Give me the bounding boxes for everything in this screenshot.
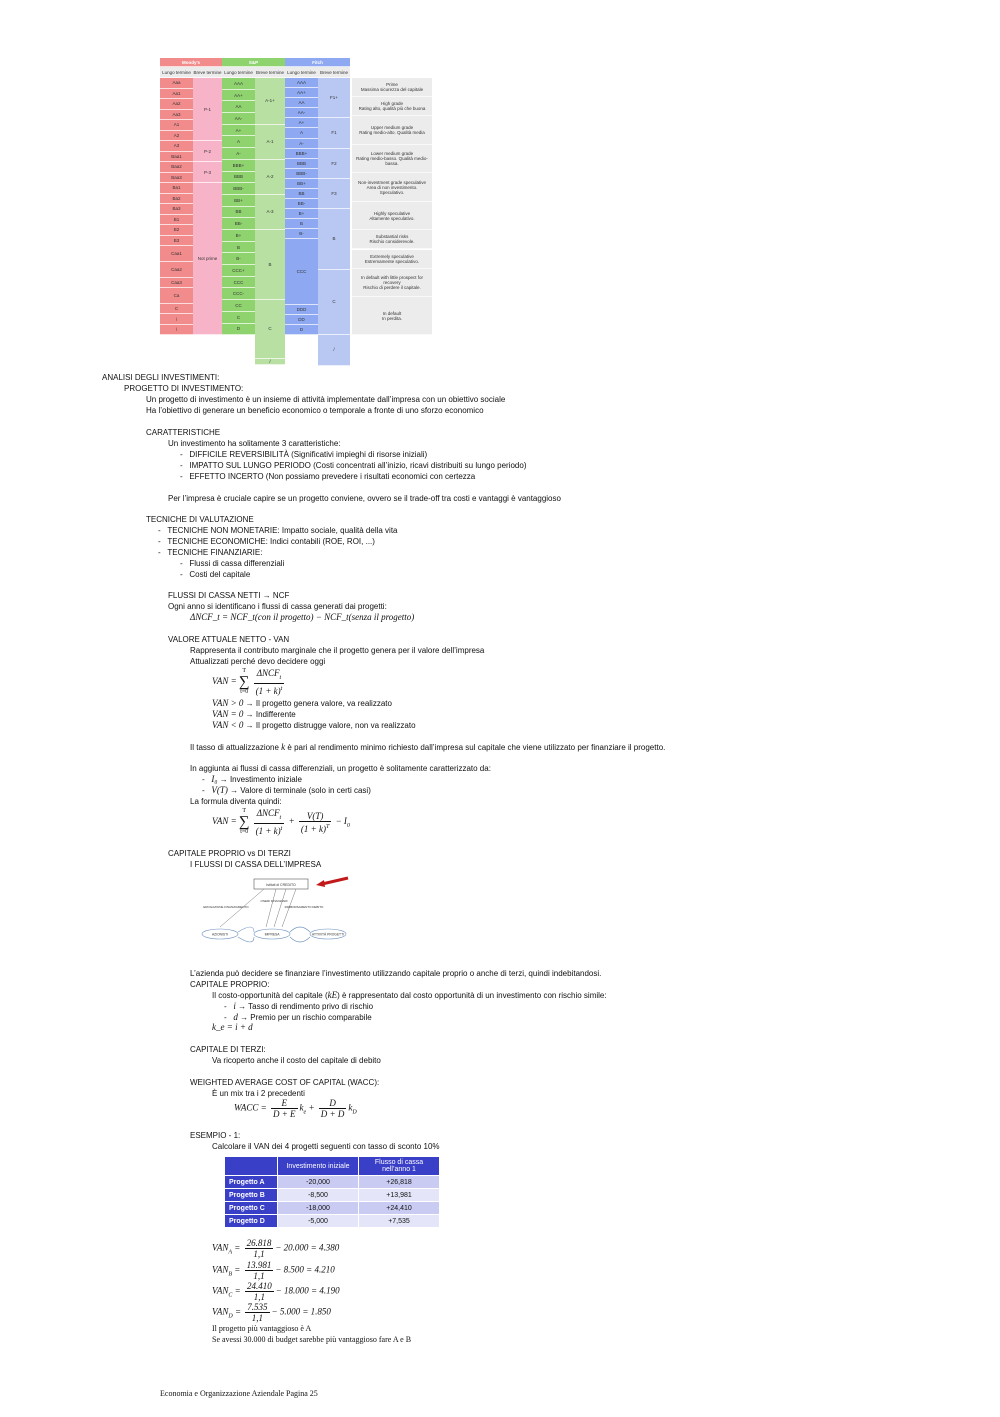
moodys-long-term: Baa3 [160, 173, 193, 184]
moodys-long-term: Ba3 [160, 204, 193, 215]
subheader: Breve termine [193, 67, 222, 78]
heading-van: VALORE ATTUALE NETTO - VAN [168, 635, 290, 644]
heading-wacc: WEIGHTED AVERAGE COST OF CAPITAL (WACC): [190, 1078, 380, 1087]
sp-long-term: C [222, 312, 255, 324]
fitch-long-term: BB+ [285, 179, 318, 189]
capitale-terzi-paragraph: Va ricoperto anche il costo del capitale di debito [212, 1056, 381, 1065]
fitch-long-term: B+ [285, 209, 318, 219]
fitch-long-term: BBB- [285, 169, 318, 179]
subheader: Lungo termine [285, 67, 318, 78]
van-full-formula: VAN = T ∑ t=0 $\frac{\Delta NCF_t}{(1 + k)^t}$ + $\frac{V(T)}{(1 + k)^T}$ − $I_0$ [212, 808, 350, 836]
fitch-long-term: B [285, 219, 318, 229]
table-row: Progetto A -20,000 +26,818 [225, 1176, 440, 1189]
rating-description: Upper medium grade Rating medio-alto. Qualità media [352, 116, 432, 145]
rating-description: Highly speculative Altamente speculativo. [352, 202, 432, 231]
list-item: - Flussi di cassa differenziali [180, 559, 285, 568]
sp-long-term: A- [222, 148, 255, 160]
fitch-short-term: F3 [318, 179, 350, 209]
sp-long-term: A [222, 136, 255, 148]
van-aggiunta: In aggiunta ai flussi di cassa differenziali, un progetto è solitamente caratterizzato da: [190, 764, 491, 773]
table-header: Flusso di cassa nell’anno 1 [359, 1157, 440, 1176]
moodys-short-term: P-2 [193, 141, 222, 162]
rating-description: High grade Rating alto, qualità più che buona [352, 97, 432, 116]
fitch-long-term: D [285, 325, 318, 335]
moodys-long-term: Baa2 [160, 162, 193, 173]
fitch-long-term: BBB [285, 159, 318, 169]
list-item: - IMPATTO SUL LUNGO PERIODO (Costi concentrati all’inizio, ricavi distribuiti su lungo periodo) [180, 461, 527, 470]
sp-long-term: BB [222, 207, 255, 219]
moodys-long-term: B2 [160, 225, 193, 236]
fitch-short-term: F2 [318, 149, 350, 179]
van-tasso: Il tasso di attualizzazione k è pari al rendimento minimo richiesto dall’impresa sul capitale che viene utilizzato per finanziare il progetto. [190, 742, 666, 752]
fitch-short-term: / [318, 335, 350, 365]
agency-header: Fitch [285, 58, 350, 67]
fitch-short-term: F1 [318, 118, 350, 148]
moodys-long-term: B1 [160, 215, 193, 226]
fitch-long-term: AA [285, 98, 318, 108]
van-result: $VAN_A$ = $\frac{26.818}{1,1}$ − 20.000 = 4.380 [212, 1238, 340, 1259]
sp-long-term: AA+ [222, 90, 255, 102]
van-formula-intro: La formula diventa quindi: [190, 797, 282, 806]
moodys-long-term: Caa3 [160, 278, 193, 289]
sp-long-term: BBB [222, 172, 255, 184]
diagram-label-rimborso: RIMBORSAMENTO DEBITO [284, 905, 324, 909]
van-case: VAN = 0 → Indifferente [212, 709, 296, 719]
list-item: - EFFETTO INCERTO (Non possiamo prevedere i risultati economici con certezza [180, 472, 476, 481]
sp-long-term: BB+ [222, 195, 255, 207]
caratteristiche-intro: Un investimento ha solitamente 3 caratteristiche: [168, 439, 341, 448]
van-paragraph-1: Rappresenta il contributo marginale che il progetto genera per il valore dell’impresa [190, 646, 485, 655]
subheader: Breve termine [255, 67, 285, 78]
sp-long-term: CCC [222, 277, 255, 289]
sp-long-term: AA- [222, 113, 255, 125]
fitch-long-term: BB [285, 189, 318, 199]
list-item: - TECNICHE ECONOMICHE: Indici contabili (ROE, ROI, ...) [158, 537, 375, 546]
heading-flussi-impresa: I FLUSSI DI CASSA DELL’IMPRESA [190, 860, 322, 869]
rating-description: Prime Massima sicurezza del capitale [352, 78, 432, 97]
subheader: Lungo termine [222, 67, 255, 78]
svg-text:IMPRESA: IMPRESA [264, 932, 280, 937]
moodys-short-term: P-1 [193, 78, 222, 141]
moodys-long-term: A2 [160, 131, 193, 142]
sp-long-term: CCC- [222, 288, 255, 300]
moodys-long-term: B3 [160, 236, 193, 247]
moodys-long-term: Aaa [160, 78, 193, 89]
heading-analisi: ANALISI DEGLI INVESTIMENTI: [102, 373, 220, 382]
page-footer: Economia e Organizzazione Aziendale Pagina 25 [160, 1389, 318, 1398]
fitch-long-term: DDD [285, 305, 318, 315]
table-row: Progetto C -18,000 +24,410 [225, 1202, 440, 1215]
moodys-long-term: A1 [160, 120, 193, 131]
heading-progetto: PROGETTO DI INVESTIMENTO: [124, 384, 244, 393]
example-table [224, 1156, 440, 1228]
fitch-long-term: A+ [285, 118, 318, 128]
moodys-long-term: Aa2 [160, 99, 193, 110]
cash-flow-diagram [196, 872, 360, 952]
sp-short-term: A-2 [255, 160, 285, 195]
esempio-paragraph: Calcolare il VAN dei 4 progetti seguenti con tasso di sconto 10% [212, 1142, 440, 1151]
diagram-label-oneri: ONERI FINANZIARI [260, 899, 288, 903]
sp-short-term: A-3 [255, 195, 285, 230]
svg-text:ATTIVITÀ PROGETTI: ATTIVITÀ PROGETTI [312, 932, 344, 937]
table-header: Investimento iniziale [278, 1157, 359, 1176]
heading-tecniche: TECNICHE DI VALUTAZIONE [146, 515, 254, 524]
fitch-short-term: B [318, 209, 350, 270]
rating-description: Extremely speculative Estremamente speculativo. [352, 250, 432, 269]
moodys-short-term: Not prime [193, 183, 222, 335]
heading-capitale-proprio: CAPITALE PROPRIO: [190, 980, 270, 989]
capitale-proprio-paragraph: Il costo-opportunità del capitale (kE) è rappresentato dal costo opportunità di un investimento con rischio simile: [212, 990, 607, 1000]
rating-description: In default In perdita. [352, 297, 432, 335]
rating-description: Substantial risks Rischio considerevole. [352, 230, 432, 249]
agency-header: S&P [222, 58, 285, 67]
sp-short-term: A-1 [255, 125, 285, 160]
fitch-long-term: BB- [285, 199, 318, 209]
heading-capitale: CAPITALE PROPRIO vs DI TERZI [168, 849, 291, 858]
ke-formula: k_e = i + d [212, 1022, 253, 1032]
fitch-long-term: DD [285, 315, 318, 325]
subheader: Breve termine [318, 67, 350, 78]
svg-text:AZIONISTI: AZIONISTI [211, 932, 229, 937]
diagram-top-box-label: Istituti di CREDITO [266, 883, 296, 887]
sp-long-term: D [222, 324, 255, 336]
subheader: Lungo termine [160, 67, 193, 78]
rating-description: Lower medium grade Rating medio-basso. Qualità medio-bassa. [352, 145, 432, 174]
sp-short-term: B [255, 230, 285, 300]
fitch-short-term: F1+ [318, 78, 350, 118]
capitale-paragraph: L’azienda può decidere se finanziare l’investimento utilizzando capitale proprio o anche di terzi, quindi indebitandosi. [190, 969, 602, 978]
rating-agencies-table [160, 58, 432, 364]
sp-long-term: CC [222, 300, 255, 312]
ncf-text: Ogni anno si identificano i flussi di cassa generati dai progetti: [168, 602, 387, 611]
sp-short-term: / [255, 359, 285, 365]
heading-esempio: ESEMPIO - 1: [190, 1131, 241, 1140]
van-result: $VAN_B$ = $\frac{13.981}{1,1}$ − 8.500 = 4.210 [212, 1260, 335, 1281]
conclusione-2: Se avessi 30.000 di budget sarebbe più vantaggioso fare A e B [212, 1335, 412, 1344]
paragraph-progetto-1: Un progetto di investimento è un insieme di attività implementate dall’impresa con un obiettivo sociale [146, 395, 506, 404]
arrow-head-icon [316, 880, 325, 887]
sp-long-term: BBB- [222, 183, 255, 195]
moodys-short-term: P-3 [193, 162, 222, 183]
rating-description: In default with little prospect for recovery Rischio di perdere il capitale. [352, 269, 432, 298]
moodys-long-term: / [160, 314, 193, 325]
sp-short-term: A-1+ [255, 78, 285, 125]
moodys-long-term: Baa1 [160, 152, 193, 163]
wacc-paragraph: È un mix tra i 2 precedenti [212, 1089, 305, 1098]
moodys-long-term: Aa3 [160, 110, 193, 121]
conclusione-1: Il progetto più vantaggioso è A [212, 1324, 312, 1333]
moodys-long-term: Ca [160, 288, 193, 304]
heading-capitale-terzi: CAPITALE DI TERZI: [190, 1045, 266, 1054]
fitch-long-term: BBB+ [285, 149, 318, 159]
fitch-long-term: AA- [285, 108, 318, 118]
paragraph-progetto-2: Ha l’obiettivo di generare un beneficio economico o temporale a fronte di uno sforzo economico [146, 406, 484, 415]
list-item: - TECNICHE FINANZIARIE: [158, 548, 263, 557]
moodys-long-term: Ba1 [160, 183, 193, 194]
sp-long-term: B [222, 242, 255, 254]
list-item: - d → Premio per un rischio comparabile [224, 1012, 372, 1022]
heading-ncf: FLUSSI DI CASSA NETTI → NCF [168, 591, 290, 600]
sp-long-term: B+ [222, 230, 255, 242]
list-item: - i → Tasso di rendimento privo di rischio [224, 1001, 374, 1011]
moodys-long-term: / [160, 325, 193, 336]
sp-long-term: BBB+ [222, 160, 255, 172]
fitch-long-term: B- [285, 229, 318, 239]
sp-long-term: A+ [222, 125, 255, 137]
moodys-long-term: Caa2 [160, 262, 193, 278]
van-paragraph-2: Attualizzati perché devo decidere oggi [190, 657, 326, 666]
moodys-long-term: A3 [160, 141, 193, 152]
fitch-long-term: AAA [285, 78, 318, 88]
heading-caratteristiche: CARATTERISTICHE [146, 428, 221, 437]
ncf-formula: ΔNCF_t = NCF_t(con il progetto) − NCF_t(senza il progetto) [190, 612, 415, 622]
sp-long-term: AAA [222, 78, 255, 90]
caratteristiche-note: Per l’impresa è cruciale capire se un progetto conviene, ovvero se il trade-off tra costi e vantaggi è vantaggioso [168, 494, 561, 503]
van-case: VAN > 0 → Il progetto genera valore, va realizzato [212, 698, 392, 708]
van-formula: VAN = T ∑ t=0 $\frac{\Delta NCF_t}{(1 + k)^t}$ [212, 668, 283, 696]
van-result: $VAN_D$ = $\frac{7.535}{1,1}$ − 5.000 = 1.850 [212, 1302, 331, 1323]
arrow-icon [322, 878, 348, 884]
sp-long-term: B- [222, 253, 255, 265]
fitch-long-term: A- [285, 139, 318, 149]
fitch-long-term: CCC [285, 239, 318, 305]
fitch-long-term: AA+ [285, 88, 318, 98]
moodys-long-term: C [160, 304, 193, 315]
list-item: - TECNICHE NON MONETARIE: Impatto sociale, qualità della vita [158, 526, 398, 535]
van-result: $VAN_C$ = $\frac{24.410}{1,1}$ − 18.000 = 4.190 [212, 1281, 340, 1302]
list-item: - V(T) → Valore di terminale (solo in certi casi) [202, 785, 371, 795]
fitch-long-term: A [285, 128, 318, 138]
list-item: - Costi del capitale [180, 570, 251, 579]
sp-long-term: AA [222, 101, 255, 113]
list-item: - I₀ → Investimento iniziale [202, 774, 302, 784]
diagram-label-erogazione: EROGAZIONE FINANZIAMENTO [203, 905, 249, 909]
moodys-long-term: Ba2 [160, 194, 193, 205]
moodys-long-term: Caa1 [160, 246, 193, 262]
table-header [225, 1157, 278, 1176]
sp-short-term: C [255, 300, 285, 358]
van-case: VAN < 0 → Il progetto distrugge valore, non va realizzato [212, 720, 416, 730]
moodys-long-term: Aa1 [160, 89, 193, 100]
rating-description: Non-investment grade speculative Area di non investimento. Speculativo. [352, 173, 432, 202]
fitch-short-term: C [318, 270, 350, 336]
agency-header: Moody's [160, 58, 222, 67]
sp-long-term: CCC+ [222, 265, 255, 277]
list-item: - DIFFICILE REVERSIBILITÀ (Significativi impieghi di risorse iniziali) [180, 450, 428, 459]
table-row: Progetto B -8,500 +13,981 [225, 1189, 440, 1202]
wacc-formula: WACC = $\frac{E}{D + E}$ $k_e$ + $\frac{D}{D + D}$ $k_D$ [234, 1098, 357, 1119]
sp-long-term: BB- [222, 218, 255, 230]
table-row: Progetto D -5,000 +7,535 [225, 1215, 440, 1228]
